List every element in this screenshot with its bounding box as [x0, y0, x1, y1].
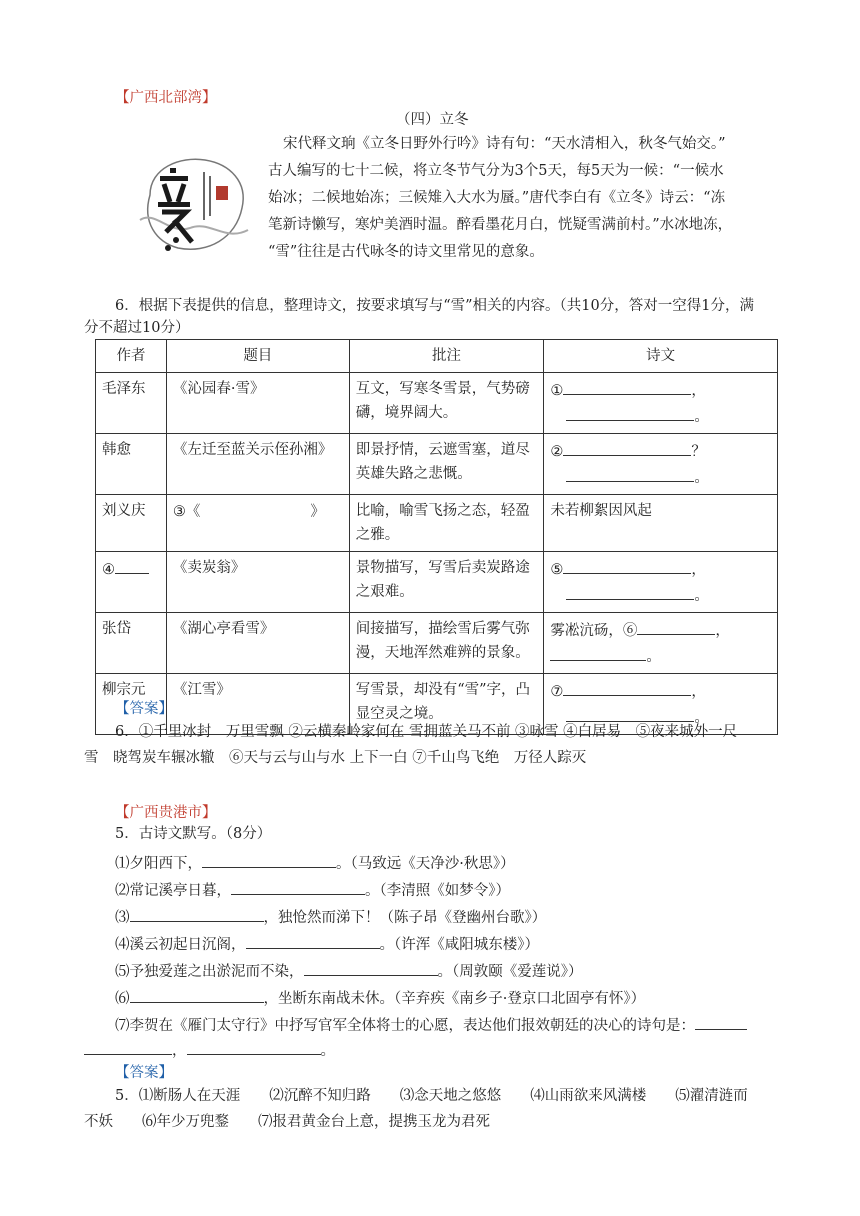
blank-7-b[interactable] — [566, 704, 694, 722]
blank-item-4[interactable] — [246, 931, 380, 949]
blank-item-2[interactable] — [231, 877, 365, 895]
intro-line-4: 笔新诗懒写，寒炉美酒时温。醉看墨花月白，恍疑雪满前村。”水冰地冻， — [268, 217, 733, 233]
cell-author: 刘义庆 — [96, 495, 167, 552]
blank-item-6[interactable] — [130, 985, 264, 1003]
answer-5-line-2: 不妖 ⑹年少万兜鍪 ⑺报君黄金台上意，提携玉龙为君死 — [84, 1114, 490, 1130]
blank-item-7-b[interactable] — [84, 1037, 172, 1055]
item-2: ⑵常记溪亭日暮， 。（李清照《如梦令》） — [115, 877, 510, 902]
cell-title: 《卖炭翁》 — [166, 552, 349, 613]
cell-note: 即景抒情，云遮雪塞，道尽 英雄失路之悲慨。 — [349, 434, 544, 495]
table-row — [96, 552, 778, 613]
item-4: ⑷溪云初起日沉阁， 。（许浑《咸阳城东楼》） — [115, 931, 539, 956]
blank-4-author[interactable] — [115, 556, 149, 574]
header-title: 题目 — [166, 340, 349, 373]
item-7-line-1: ⑺李贺在《雁门太守行》中抒写官军全体将士的心愿，表达他们报效朝廷的决心的诗句是： — [115, 1012, 747, 1037]
lidong-emblem-icon — [130, 150, 255, 260]
blank-5-a[interactable] — [563, 556, 691, 574]
blank-item-7-a[interactable] — [695, 1012, 747, 1030]
cell-poem: 雾凇沆砀，⑥ ， 。 — [544, 613, 778, 674]
cell-poem: ⑤ ， 。 — [544, 552, 778, 613]
answer-6-line-2: 雪 晓驾炭车辗冰辙 ⑥天与云与山与水 上下一白 ⑦千山鸟飞绝 万径人踪灭 — [84, 750, 587, 766]
header-note: 批注 — [349, 340, 544, 373]
question-5-title: 5．古诗文默写。（8分） — [115, 826, 272, 842]
table-row — [96, 495, 778, 552]
table-header-row — [96, 340, 778, 373]
cell-poem: 未若柳絮因风起 — [544, 495, 778, 552]
cell-title: 《湖心亭看雪》 — [166, 613, 349, 674]
cell-note: 间接描写，描绘雪后雾气弥 漫，天地浑然难辨的景象。 — [349, 613, 544, 674]
blank-item-5[interactable] — [304, 958, 438, 976]
intro-line-5: “雪”往往是古代咏冬的诗文里常见的意象。 — [268, 244, 544, 260]
table-row — [96, 434, 778, 495]
blank-item-1[interactable] — [202, 850, 336, 868]
header-poem: 诗文 — [544, 340, 778, 373]
answer-6-line-1: 6．①千里冰封 万里雪飘 ②云横秦岭家何在 雪拥蓝关马不前 ③咏雪 ④白居易 ⑤夜来城外一尺 — [115, 724, 738, 740]
blank-3-title[interactable] — [200, 499, 310, 516]
cell-author: 韩愈 — [96, 434, 167, 495]
answer-tag-1: 【答案】 — [115, 701, 173, 717]
blank-2-a[interactable] — [563, 438, 691, 456]
blank-6-a[interactable] — [637, 617, 715, 635]
cell-poem: ① ， 。 — [544, 373, 778, 434]
intro-line-2: 古人编写的七十二候，将立冬节气分为3个5天，每5天为一候：“一候水 — [268, 163, 724, 179]
cell-author: 毛泽东 — [96, 373, 167, 434]
cell-title: 《沁园春·雪》 — [166, 373, 349, 434]
question-6-line-1: 6．根据下表提供的信息，整理诗文，按要求填写与“雪”相关的内容。（共10分，答对一空得1分，满 — [115, 298, 754, 314]
item-3: ⑶ ，独怆然而涕下！（陈子昂《登幽州台歌》） — [115, 904, 546, 929]
table-row — [96, 613, 778, 674]
blank-2-b[interactable] — [566, 464, 694, 482]
item-1: ⑴夕阳西下， 。（马致远《天净沙·秋思》） — [115, 850, 515, 875]
blank-1-b[interactable] — [566, 403, 694, 421]
blank-6-b[interactable] — [550, 643, 646, 661]
table-row — [96, 373, 778, 434]
cell-title: 《左迁至蓝关示侄孙湘》 — [166, 434, 349, 495]
cell-poem: ⑦ ， 。 — [544, 674, 778, 735]
answer-tag-2: 【答案】 — [115, 1065, 173, 1081]
question-6-line-2: 分不超过10分） — [84, 320, 190, 336]
cell-note: 比喻，喻雪飞扬之态，轻盈 之雅。 — [349, 495, 544, 552]
blank-item-7-c[interactable] — [187, 1037, 321, 1055]
header-author: 作者 — [96, 340, 167, 373]
blank-1-a[interactable] — [563, 377, 691, 395]
item-6: ⑹ ，坐断东南战未休。（辛弃疾《南乡子·登京口北固亭有怀》） — [115, 985, 645, 1010]
cell-note: 景物描写，写雪后卖炭路途 之艰难。 — [349, 552, 544, 613]
cell-author: 张岱 — [96, 613, 167, 674]
poem-table — [95, 339, 778, 735]
intro-line-3: 始冰；二候地始冻；三候雉入大水为蜃。”唐代李白有《立冬》诗云：“冻 — [268, 190, 726, 206]
cell-note: 写雪景，却没有“雪”字，凸 显空灵之境。 — [349, 674, 544, 735]
cell-note: 互文，写寒冬雪景，气势磅 礴，境界阔大。 — [349, 373, 544, 434]
section-subtitle: （四）立冬 — [396, 112, 469, 128]
intro-line-1: 宋代释文珦《立冬日野外行吟》诗有句：“天水清相入，秋冬气始交。” — [283, 136, 726, 152]
cell-title: 《江雪》 — [166, 674, 349, 735]
cell-author: 柳宗元 — [96, 674, 167, 735]
region-tag-guigang: 【广西贵港市】 — [115, 805, 217, 821]
item-7-line-2: ， 。 — [84, 1037, 335, 1062]
blank-5-b[interactable] — [566, 582, 694, 600]
cell-poem: ② ？ 。 — [544, 434, 778, 495]
cell-author: ④ — [96, 552, 167, 613]
answer-5-line-1: 5．⑴断肠人在天涯 ⑵沉醉不知归路 ⑶念天地之悠悠 ⑷山雨欲来风满楼 ⑸濯清涟而 — [115, 1088, 748, 1104]
cell-title: ③《 》 — [166, 495, 349, 552]
region-tag-beibuwan: 【广西北部湾】 — [115, 90, 217, 106]
item-5: ⑸予独爱莲之出淤泥而不染， 。（周敦颐《爱莲说》） — [115, 958, 583, 983]
blank-7-a[interactable] — [563, 678, 691, 696]
blank-item-3[interactable] — [130, 904, 264, 922]
